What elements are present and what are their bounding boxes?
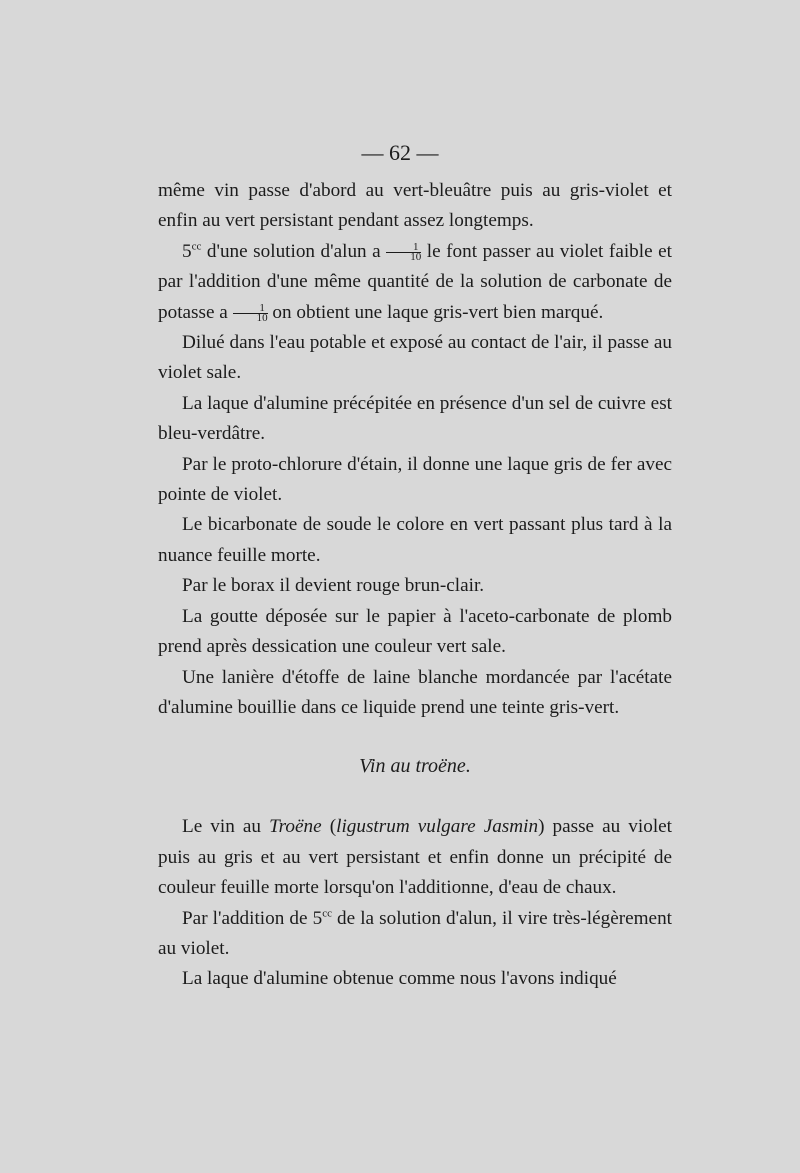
unit-cc: cc [322,907,332,920]
fraction-one-tenth [386,240,422,263]
paragraph-1: même vin passe d'abord au vert-bleuâtre puis au gris-violet et enfin au vert persistant pendant assez longtemps. [158,180,672,232]
section-title: Vin au troëne. [359,755,471,778]
paragraph-7: Par le borax il devient rouge brun-clair. [182,575,485,597]
denominator: 10 [410,250,422,263]
quantity: 5 [182,240,192,262]
numerator: 1 [233,304,268,314]
numerator: 1 [386,243,421,253]
text-run: ( [321,816,337,838]
paragraph-11 [158,904,672,965]
denominator: 10 [256,311,268,324]
text-run: le font passer au violet faible et par l'addition d'une même quantité de la solution de carbonate de potasse a [158,240,672,323]
paragraph-3: Dilué dans l'eau potable et exposé au contact de l'air, il passe au violet sale. [158,332,672,384]
text-run: on obtient une laque gris-vert bien marqué. [267,301,604,323]
unit-cc: cc [191,240,202,253]
fraction-one-tenth [233,301,268,324]
italic-term: ligustrum vulgare Jasmin [336,816,539,838]
page-number: — 62 — [361,140,439,165]
paragraph-4: La laque d'alumine précépitée en présence d'un sel de cuivre est bleu-verdâtre. [158,392,672,445]
text-run: de la solution d'alun, il vire très-légèrement au violet. [158,907,672,959]
text-run: Par l'addition de 5 [182,907,323,929]
paragraph-5: Par le proto-chlorure d'étain, il donne une laque gris de fer avec pointe de violet. [158,453,672,506]
text-body [158,176,672,995]
text-run: Le vin au [182,816,270,838]
paragraph-6: Le bicarbonate de soude le colore en vert passant plus tard à la nuance feuille morte. [158,514,672,566]
text-run: d'une solution d'alun a [201,240,387,262]
paragraph-8: La goutte déposée sur le papier à l'aceto-carbonate de plomb prend après dessication une couleur vert sale. [158,605,672,658]
paragraph-12: La laque d'alumine obtenue comme nous l'avons indiqué [182,968,617,990]
text-run: ) passe au violet puis au gris et au vert persistant et enfin donne un précipité de couleur feuille morte lorsqu'on l'additionne, d'eau de chaux. [158,816,673,899]
italic-term: Troëne [269,816,322,838]
paragraph-10 [158,812,672,903]
paragraph-9: Une lanière d'étoffe de laine blanche mordancée par l'acétate d'alumine bouillie dans ce liquide prend une teinte gris-vert. [158,666,672,718]
paragraph-2 [158,237,672,328]
